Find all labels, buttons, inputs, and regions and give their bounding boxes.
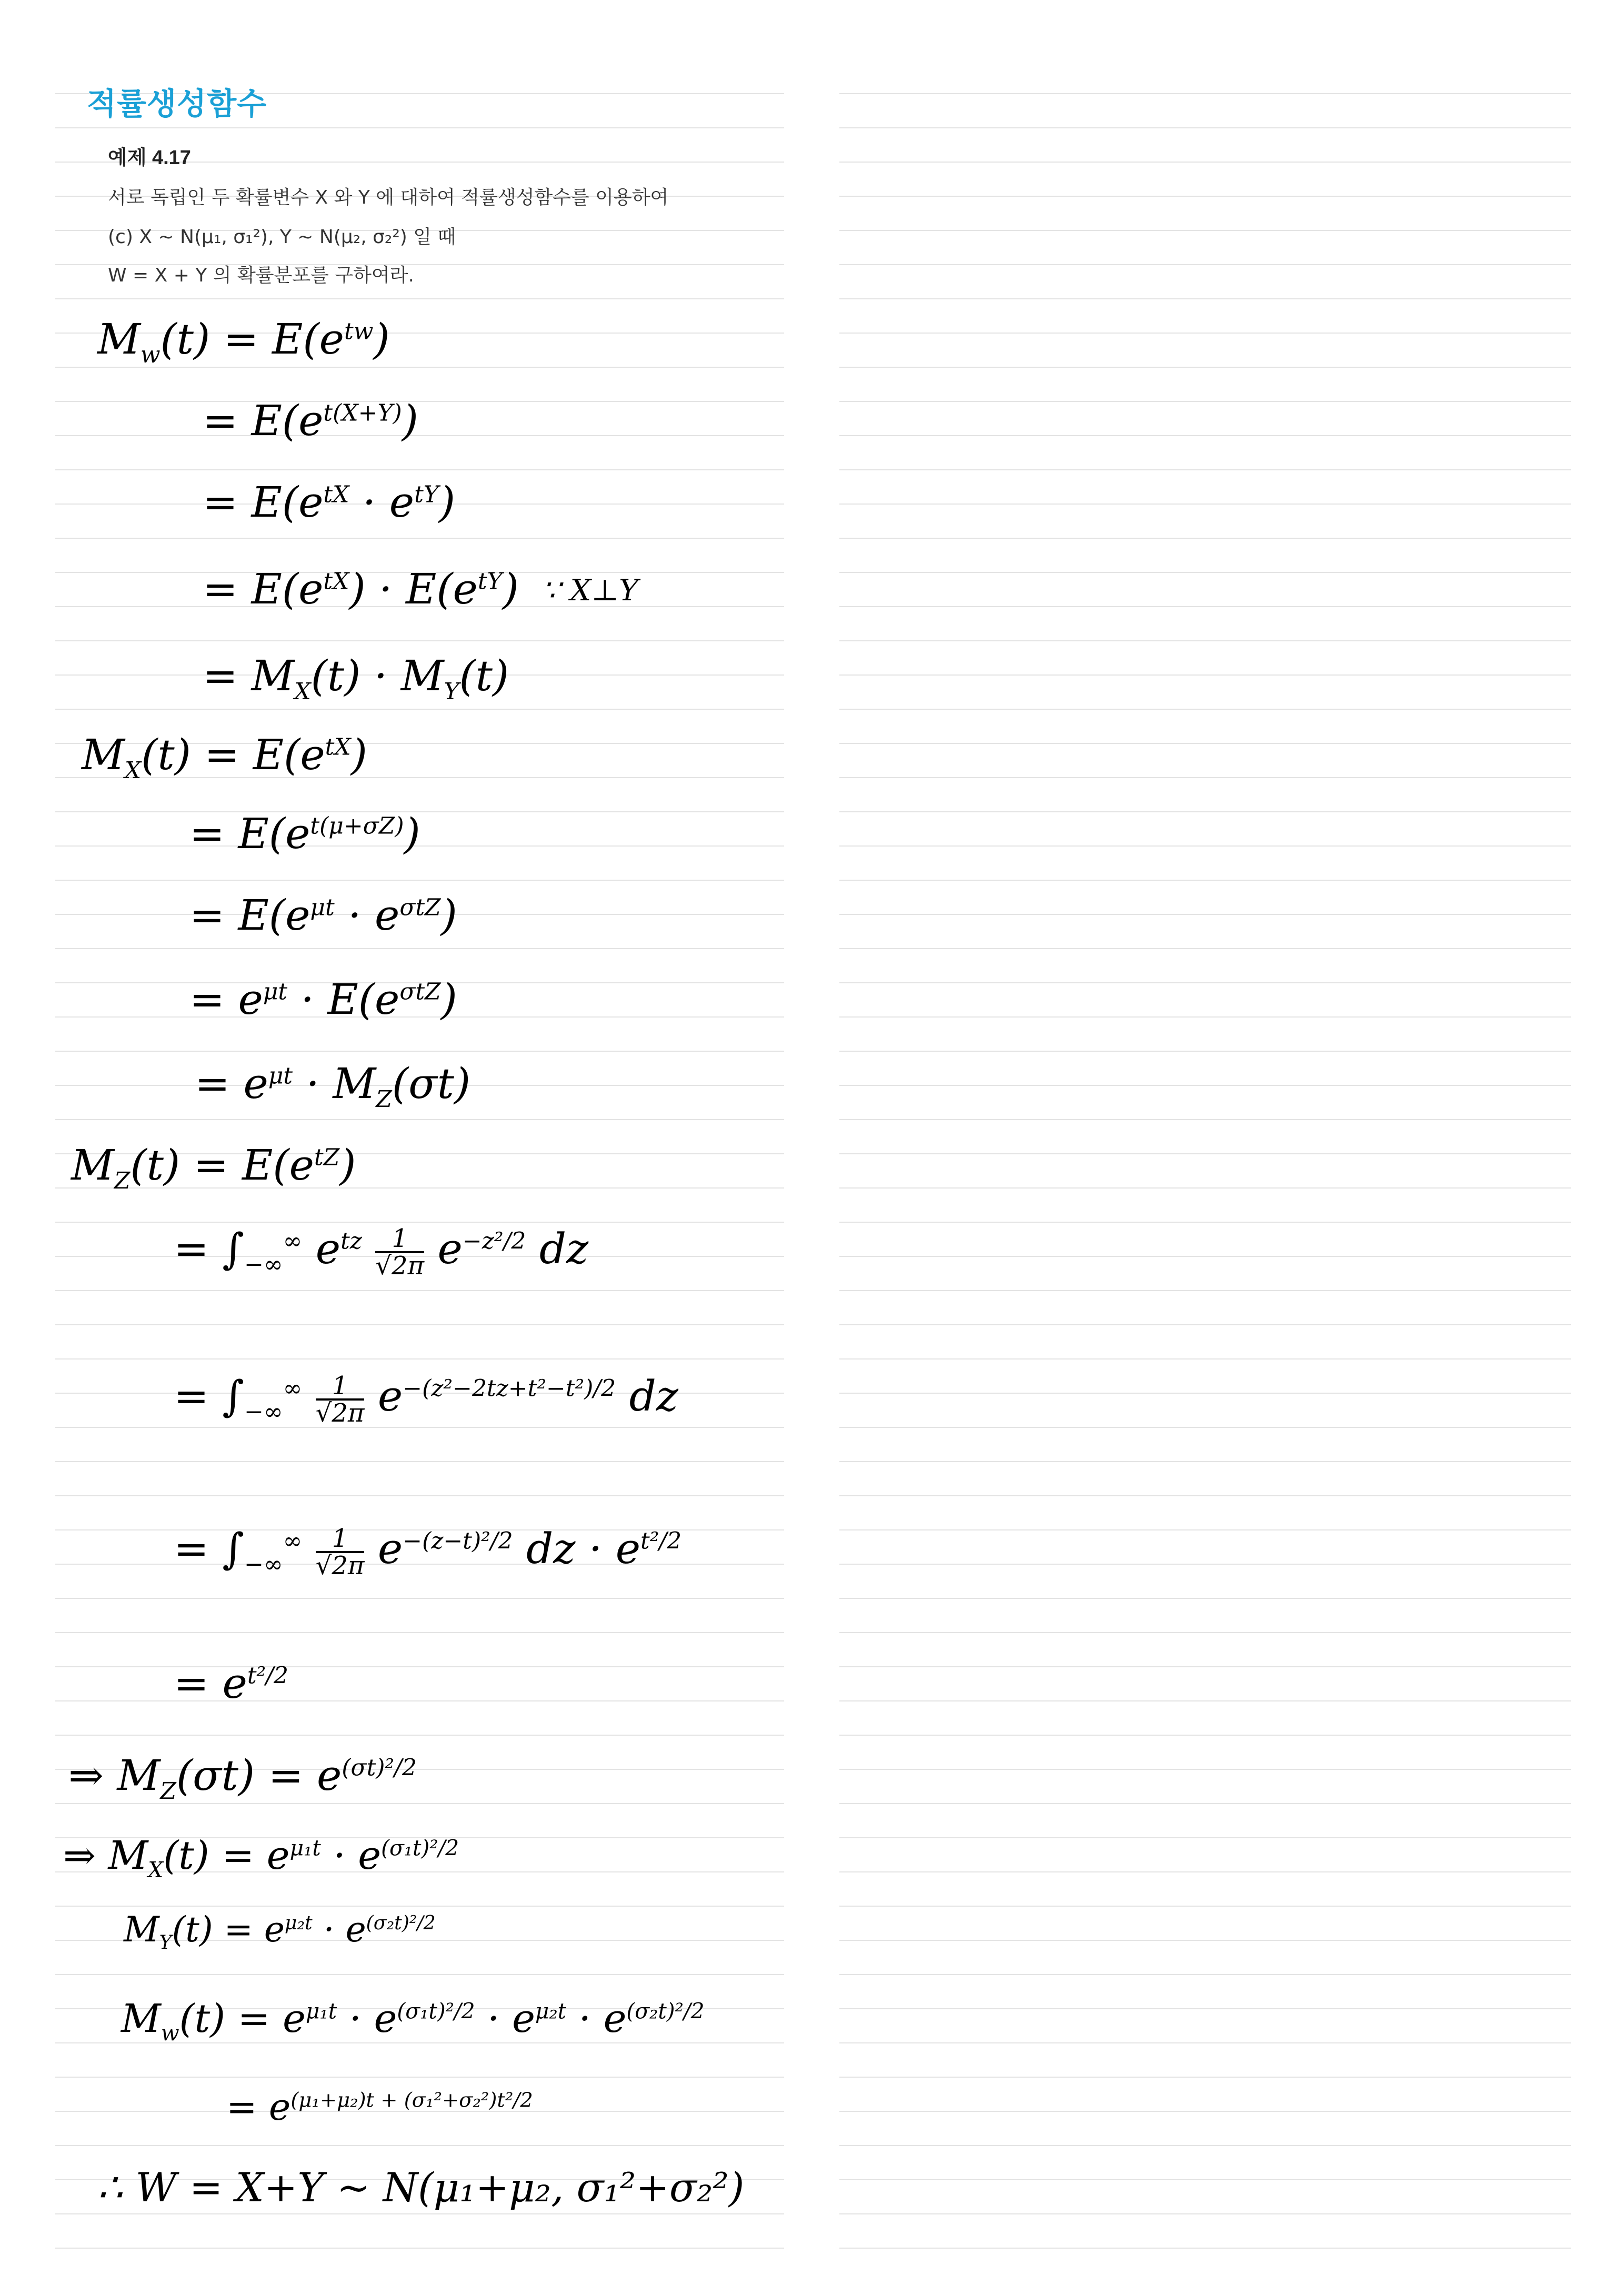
hw-x-step-2: = $E(e^{t(\mu+\sigma Z)})$ — [189, 809, 420, 858]
problem-line-3: W = X + Y 의 확률분포를 구하여라. — [108, 265, 414, 286]
hw-x-step-5: = $e^{\mu t} \cdot M_Z(\sigma t)$ — [195, 1059, 471, 1113]
hw-step-5: = $M_X(t) \cdot M_Y(t)$ — [203, 651, 509, 705]
example-label: 예제 4.17 — [108, 147, 191, 169]
hw-step-4: = $E(e^{tX}) \cdot E(e^{tY})$ — [203, 565, 519, 613]
hw-implies-z: ⇒ $M_Z(\sigma t) = e^{(\sigma t)^2/2}$ — [68, 1751, 417, 1805]
hw-mgf-x-def: $M_X(t) = E(e^{tX})$ — [82, 730, 367, 784]
hw-conclusion: ∴ W = X+Y ~ N(μ₁+μ₂, σ₁²+σ₂²) — [97, 2164, 745, 2211]
hw-independence-note: ∵ X⊥Y — [542, 573, 638, 608]
hw-mgf-w-combined: = $e^{(\mu_1+\mu_2)t + (\sigma_1^2+\sigma_2^2)t^2/2}$ — [226, 2086, 533, 2129]
hw-step-2: = $E(e^{t(X+Y)})$ — [203, 396, 418, 445]
hw-mgf-w-product: $M_w(t) = e^{\mu_1t} \cdot e^{(\sigma_1t)^2/2} \cdot e^{\mu_2t} \cdot e^{(\sigma_2t)^2/2}$ — [121, 1996, 705, 2046]
hw-x-step-3: = $E(e^{\mu t} \cdot e^{\sigma tZ})$ — [189, 891, 457, 940]
hw-implies-x: ⇒ $M_X(t) = e^{\mu_1t} \cdot e^{(\sigma_1t)^2/2}$ — [63, 1833, 459, 1882]
hw-z-step-4: = $\int_{-\infty}^\infty$ $\frac{1}{√2\pi}$ $e^{-(z-t)^2/2}$ dz · $e^{t^2/2}$ — [174, 1524, 682, 1580]
hw-step-3: = $E(e^{tX} \cdot e^{tY})$ — [203, 478, 456, 527]
hw-mgf-z-def: $M_Z(t) = E(e^{tZ})$ — [71, 1141, 356, 1194]
hw-z-step-5: = $e^{t^2/2}$ — [174, 1659, 288, 1708]
hw-z-step-3: = $\int_{-\infty}^\infty$ $\frac{1}{√2\pi}$ $e^{-(z^2-2tz+t^2-t^2)/2}$ dz — [174, 1371, 678, 1428]
hw-z-step-2: = $\int_{-\infty}^\infty$ $e^{tz}$ $\frac{1}{√2\pi}$ $e^{-z^2/2}$ dz — [174, 1224, 589, 1281]
page-title: 적률생성함수 — [87, 86, 267, 122]
hw-x-step-4: = $e^{\mu t} \cdot E(e^{\sigma tZ})$ — [189, 975, 457, 1024]
problem-line-1: 서로 독립인 두 확률변수 X 와 Y 에 대하여 적률생성함수를 이용하여 — [108, 187, 669, 208]
problem-line-2: (c) X ~ N(μ₁, σ₁²), Y ~ N(μ₂, σ₂²) 일 때 — [108, 226, 456, 248]
hw-mgf-w-def: $M_w(t) = E(e^{tw})$ — [97, 315, 390, 368]
hw-mgf-y: $M_Y(t) = e^{\mu_2t} \cdot e^{(\sigma_2t)^2/2}$ — [124, 1909, 436, 1954]
